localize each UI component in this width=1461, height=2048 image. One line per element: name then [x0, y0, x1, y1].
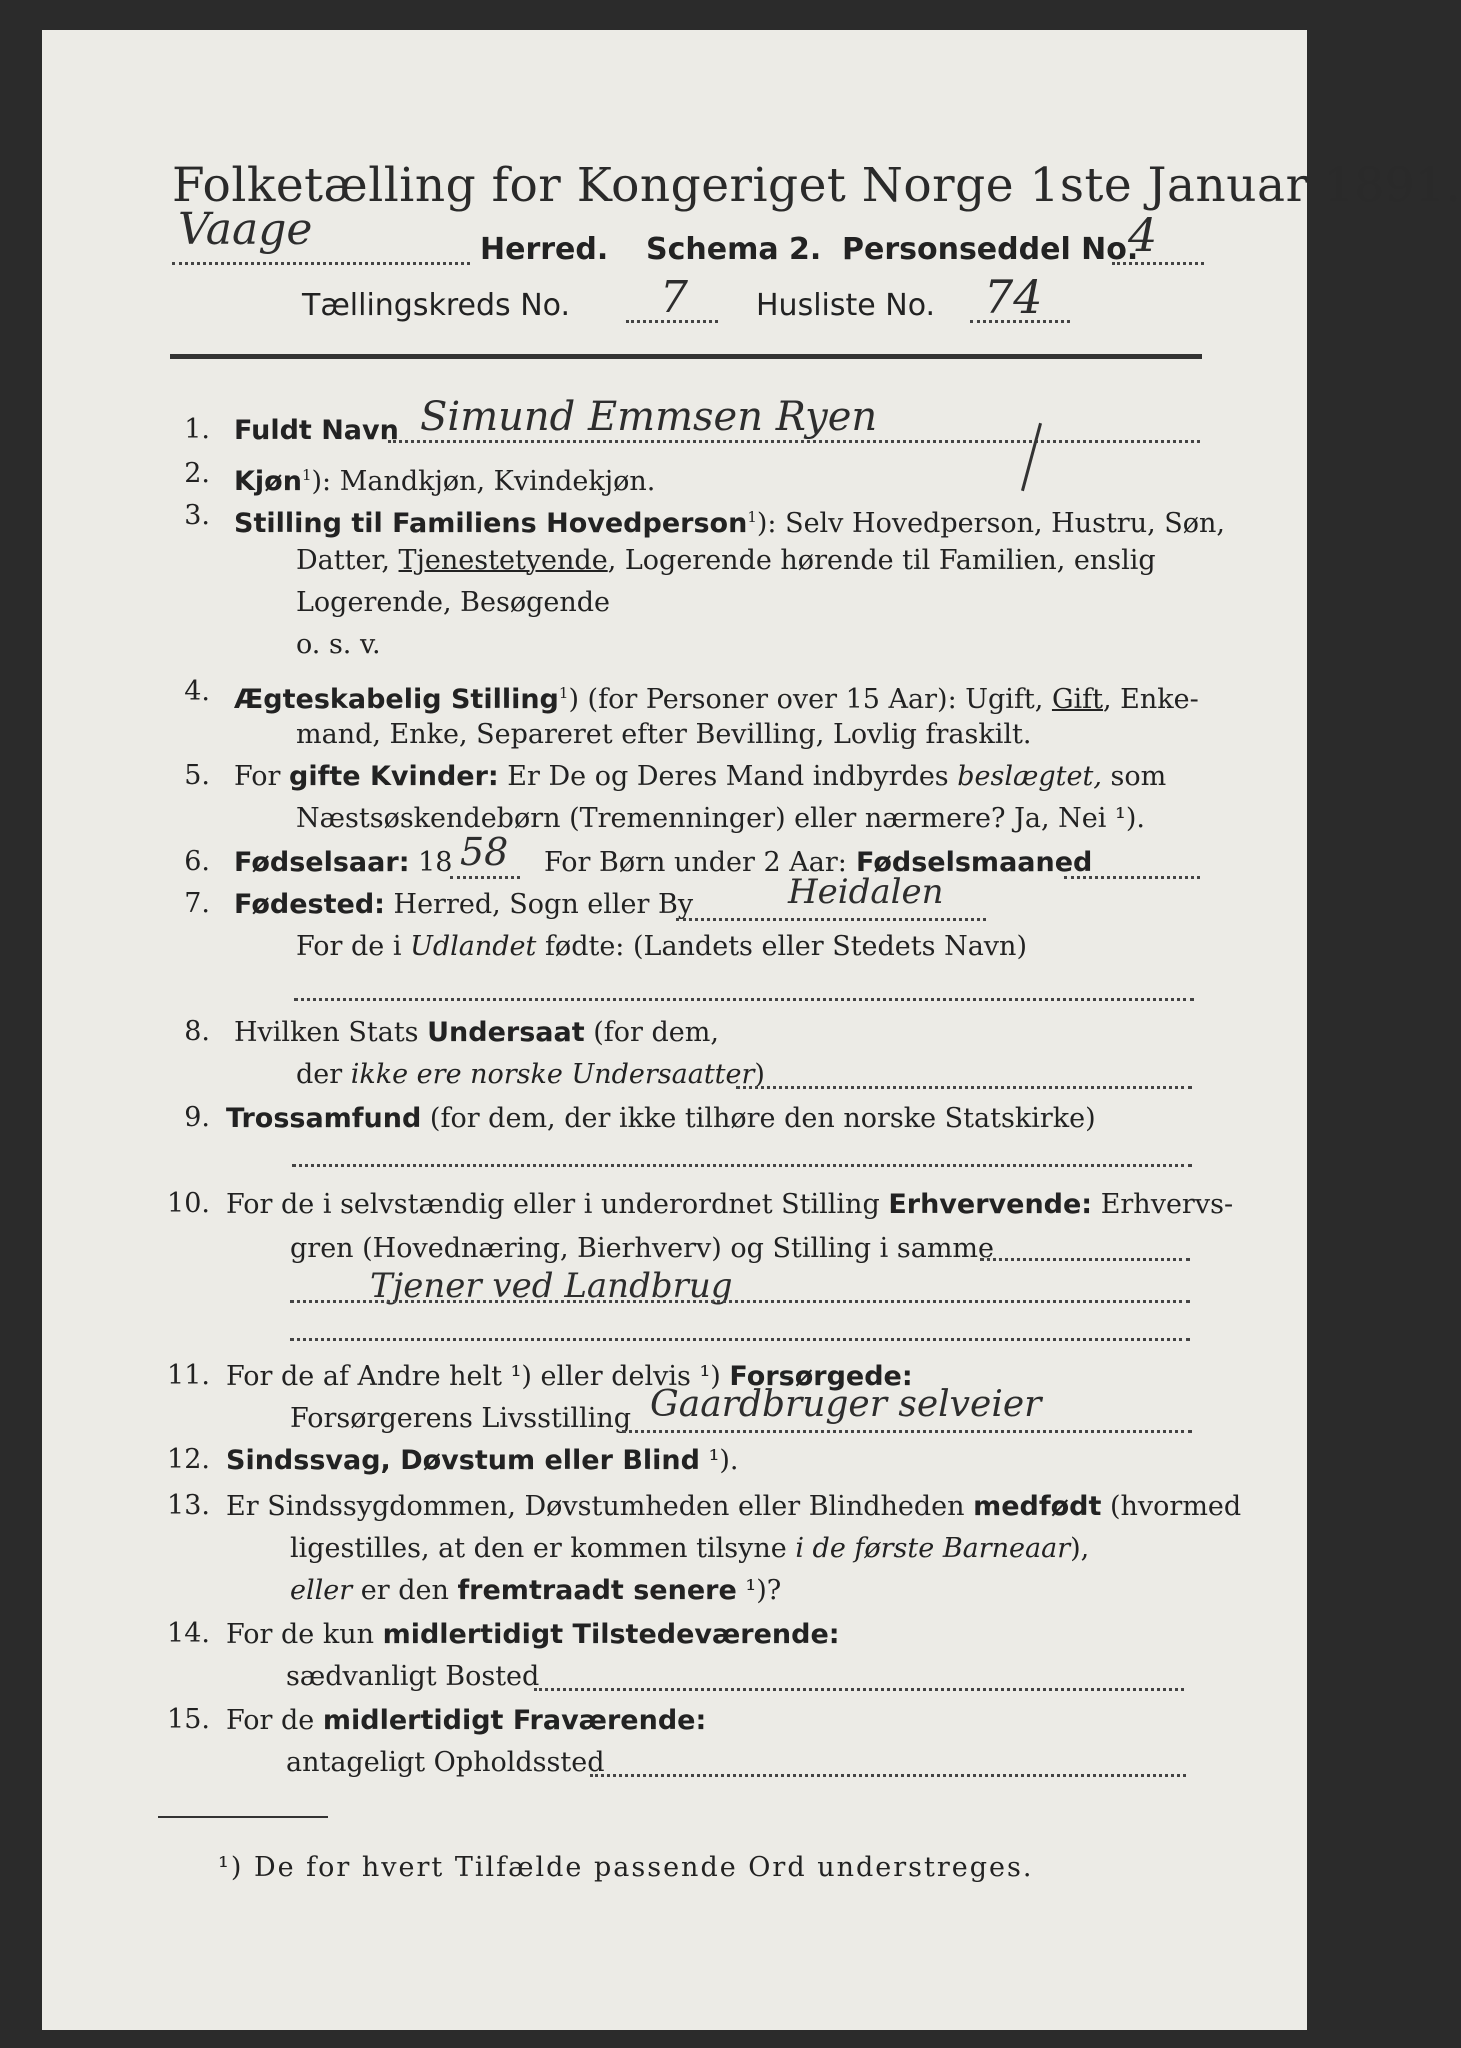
footnote-text: De for hvert Tilfælde passende Ord understreges. [243, 1852, 1034, 1883]
stilling-text-3: Logerende, Besøgende [296, 587, 610, 618]
stilling-text-4: o. s. v. [296, 629, 381, 660]
item-number-3: 3. [184, 500, 210, 531]
udlandet-line [294, 998, 1194, 1001]
stilling-text-2a: Datter, [296, 545, 399, 576]
medfodt-line-3 [290, 1574, 781, 1608]
stilling-text-1: ): Selv Hovedperson, Hustru, Søn, [756, 508, 1225, 539]
form-title: Folketælling for Kongeriget Norge 1ste Januar 1891. [172, 158, 1461, 213]
herred-dotted-line [172, 262, 470, 265]
fremtraadt-label: fremtraadt senere [457, 1575, 737, 1606]
fodselsmaaned-prefix: For Børn under 2 Aar: [544, 847, 847, 878]
header-rule [170, 354, 1202, 359]
medfodt-text-2b: ), [1070, 1533, 1090, 1564]
undersaat-text-1a: Hvilken Stats [234, 1017, 428, 1048]
personseddel-dotted-line [1112, 262, 1204, 265]
sindssvag-text: ¹). [699, 1445, 739, 1476]
bosted-line [534, 1688, 1184, 1691]
medfodt-line-2 [290, 1532, 1089, 1566]
fodested-row [234, 888, 693, 922]
aegteskab-text-1a: ) (for Personer over 15 Aar): Ugift, [568, 684, 1052, 715]
schema-label: Schema 2. [646, 232, 822, 267]
item-number-12: 12. [167, 1444, 210, 1475]
medfodt-text-3b: ¹)? [736, 1575, 782, 1606]
fodselsaar-row [234, 846, 452, 880]
aegteskab-label: Ægteskabelig Stilling [234, 684, 559, 715]
footnote-mark: ¹) [218, 1852, 244, 1883]
trossamfund-label: Trossamfund [226, 1103, 422, 1134]
fuldt-navn-label: Fuldt Navn [234, 415, 399, 446]
gifte-kvinder-beslaegtet: beslægtet, [957, 761, 1102, 792]
item-number-6: 6. [184, 846, 210, 877]
fodested-line [676, 918, 986, 921]
medfodt-eller: eller [290, 1575, 353, 1606]
trossamfund-line [292, 1164, 1192, 1167]
kjon-footnote-mark: 1 [301, 466, 312, 484]
medfodt-row [226, 1490, 1241, 1524]
undersaat-em: ikke ere norske Undersaatter [350, 1059, 755, 1090]
erhverv-answer: Tjener ved Landbrug [370, 1266, 733, 1306]
medfodt-text-1a: Er Sindssygdommen, Døvstumheden eller Blindheden [226, 1491, 974, 1522]
medfodt-em: i de første Barneaar [795, 1533, 1071, 1564]
fravaerende-label: midlertidigt Fraværende: [322, 1705, 707, 1736]
personseddel-value: 4 [1128, 208, 1158, 262]
item-number-2: 2. [184, 458, 210, 489]
gifte-kvinder-text-1a: Er De og Deres Mand indbyrdes [498, 761, 958, 792]
item-number-9: 9. [184, 1102, 210, 1133]
stilling-text-2b: , Logerende hørende til Familien, enslig [607, 545, 1156, 576]
gifte-kvinder-label: gifte Kvinder: [289, 761, 499, 792]
footnote [218, 1852, 1033, 1883]
item-number-7: 7. [184, 888, 210, 919]
forsorger-answer: Gaardbruger selveier [650, 1384, 1042, 1425]
item-number-5: 5. [184, 760, 210, 791]
fuldt-navn-line [388, 440, 1200, 443]
udlandet-em: Udlandet [410, 931, 537, 962]
kjon-label: Kjøn [234, 466, 302, 497]
fodselsaar-value: 58 [460, 830, 509, 874]
undersaat-line-2 [296, 1058, 765, 1092]
aegteskab-underlined-gift: Gift [1051, 684, 1103, 715]
undersaat-row [234, 1016, 719, 1050]
erhverv-line-3 [290, 1338, 1190, 1341]
tilstede-pre: For de kun [226, 1619, 383, 1650]
forsorger-livsstilling-label: Forsørgerens Livsstilling [290, 1403, 632, 1434]
aegteskab-footnote-mark: 1 [558, 684, 569, 702]
erhverv-label: Erhvervende: [888, 1189, 1093, 1220]
sindssvag-row [226, 1444, 739, 1478]
undersaat-text-2a: der [296, 1059, 351, 1090]
husliste-label: Husliste No. [756, 288, 936, 323]
undersaat-label: Undersaat [427, 1017, 585, 1048]
tilstede-row [226, 1618, 840, 1652]
item-number-4: 4. [184, 676, 210, 707]
forsorgede-text-1a: For de af Andre helt ¹) eller delvis ¹) [226, 1361, 730, 1392]
erhverv-row [226, 1188, 1233, 1222]
item-number-8: 8. [184, 1016, 210, 1047]
fodested-answer: Heidalen [788, 872, 944, 912]
kjon-row [234, 458, 655, 499]
aegteskab-text-1b: , Enke- [1103, 684, 1199, 715]
herred-label: Herred. [480, 232, 609, 267]
fravaerende-pre: For de [226, 1705, 323, 1736]
item-number-1: 1. [184, 414, 210, 445]
fodselsaar-prefix: 18 [409, 847, 453, 878]
fodselsaar-line [450, 876, 520, 879]
opholdssted-label: antageligt Opholdssted [286, 1747, 605, 1778]
forsorger-line [622, 1430, 1192, 1433]
aegteskab-text-2: mand, Enke, Separeret efter Bevilling, Lovlig fraskilt. [296, 719, 1032, 750]
trossamfund-text: (for dem, der ikke tilhøre den norske Statskirke) [421, 1103, 1096, 1134]
undersaat-line [736, 1086, 1192, 1089]
stilling-row [234, 500, 1225, 541]
fravaerende-row [226, 1704, 706, 1738]
medfodt-text-3a: er den [352, 1575, 458, 1606]
medfodt-text-2a: ligestilles, at den er kommen tilsyne [290, 1533, 796, 1564]
medfodt-text-1b: (hvormed [1101, 1491, 1242, 1522]
fuldt-navn-answer: Simund Emmsen Ryen [420, 394, 878, 440]
husliste-value: 74 [984, 270, 1043, 324]
sindssvag-label: Sindssvag, Døvstum eller Blind [226, 1445, 700, 1476]
erhverv-text-1b: Erhvervs- [1092, 1189, 1234, 1220]
kjon-options: ): Mandkjøn, Kvindekjøn. [311, 466, 656, 497]
trossamfund-row [226, 1102, 1096, 1136]
forsorgede-label: Forsørgede: [729, 1361, 913, 1392]
opholdssted-line [590, 1774, 1186, 1777]
undersaat-text-2b: ) [754, 1059, 765, 1090]
item-number-10: 10. [167, 1188, 210, 1219]
item-number-15: 15. [167, 1704, 210, 1735]
erhverv-text-2: gren (Hovednæring, Bierhverv) og Stilling i samme [290, 1233, 995, 1264]
stilling-underlined-tjenestetyende: Tjenestetyende [398, 545, 608, 576]
udlandet-text-2a: For de i [296, 931, 411, 962]
fodested-text-1: Herred, Sogn eller By [384, 889, 694, 920]
husliste-dotted-line [970, 320, 1070, 323]
gifte-kvinder-pre: For [234, 761, 290, 792]
gifte-kvinder-text-2: Næstsøskendebørn (Tremenninger) eller nærmere? Ja, Nei ¹). [296, 803, 1145, 834]
tilstede-label: midlertidigt Tilstedeværende: [382, 1619, 840, 1650]
medfodt-label: medfødt [973, 1491, 1102, 1522]
item-number-13: 13. [167, 1490, 210, 1521]
item-number-11: 11. [167, 1360, 210, 1391]
stilling-label: Stilling til Familiens Hovedperson [234, 508, 748, 539]
undersaat-text-1b: (for dem, [584, 1017, 719, 1048]
herred-handwritten: Vaage [178, 204, 313, 255]
erhverv-line-1 [980, 1258, 1190, 1261]
udlandet-row [296, 930, 1027, 964]
item-number-14: 14. [167, 1618, 210, 1649]
gifte-kvinder-text-1b: som [1101, 761, 1167, 792]
kreds-label: Tællingskreds No. [302, 288, 570, 323]
udlandet-text-2b: fødte: (Landets eller Stedets Navn) [536, 931, 1027, 962]
footnote-rule [158, 1816, 328, 1818]
bosted-label: sædvanligt Bosted [286, 1661, 540, 1692]
kreds-dotted-line [626, 320, 718, 323]
gifte-kvinder-row [234, 760, 1166, 794]
aegteskab-row [234, 676, 1199, 717]
fodselsmaaned-label: Fødselsmaaned [856, 847, 1093, 878]
fodselsaar-label: Fødselsaar: [234, 847, 410, 878]
erhverv-line-2 [290, 1300, 1190, 1303]
fodselsmaaned-line [1064, 876, 1200, 879]
fodested-label: Fødested: [234, 889, 385, 920]
erhverv-text-1a: For de i selvstændig eller i underordnet Stilling [226, 1189, 889, 1220]
stilling-footnote-mark: 1 [747, 508, 757, 526]
stilling-line-2 [296, 544, 1156, 578]
personseddel-label: Personseddel No. [842, 232, 1139, 267]
kreds-value: 7 [660, 272, 688, 323]
